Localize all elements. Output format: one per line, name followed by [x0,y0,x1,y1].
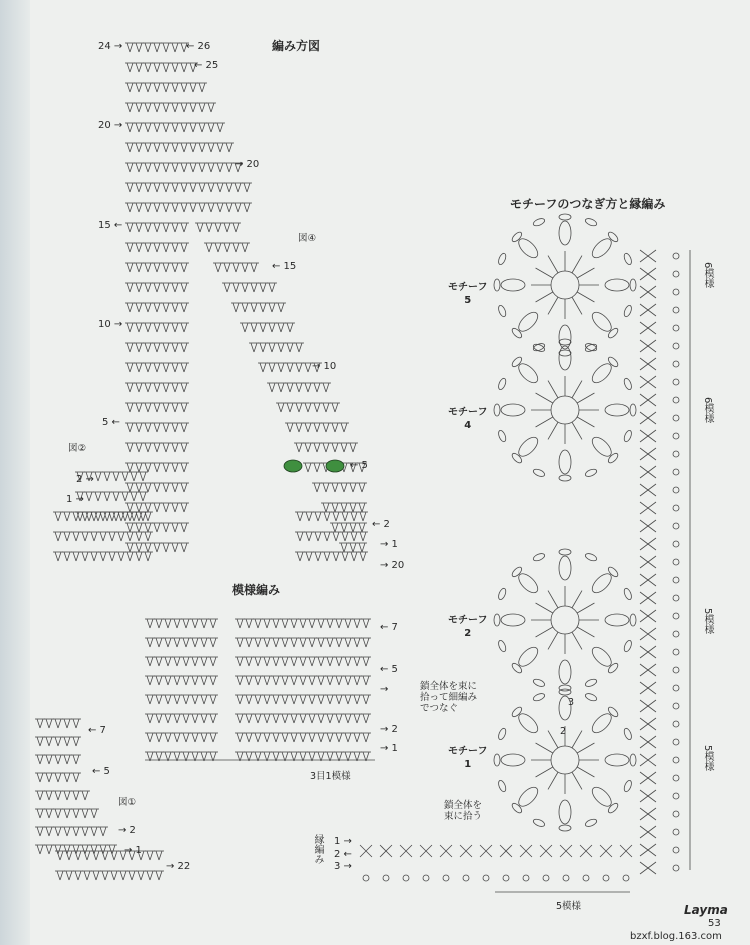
marker-icon [284,460,344,472]
side-repeat-label: 5模様 [702,745,713,772]
row-label: → 20 [380,560,405,571]
joint-number: 3 [568,697,575,708]
row-label: ← 5 [350,460,368,471]
page-number: 53 [708,918,721,929]
joint-number: 2 [560,726,567,737]
fig1-stitch-block [35,719,164,880]
row-label: ← 2 [372,519,390,530]
row-label: 24 → [98,41,123,52]
row-label: ← 5 [380,664,398,675]
fig4-label: 図④ [298,233,317,244]
motif-number: 1 [464,759,472,770]
motif-number: 5 [464,295,472,306]
pattern-stitch-block [145,619,375,761]
row-label: 15 ← [98,220,123,231]
watermark: bzxf.blog.163.com [630,931,722,942]
fig2-label: 図② [68,443,87,454]
fig1-label: 図① [118,797,137,808]
side-repeat-label: 5模様 [702,608,713,635]
side-repeat-label: 6模様 [702,262,713,289]
row-label: → [380,684,389,695]
row-label: ← 25 [194,60,219,71]
join-note [420,681,477,714]
row-label: 10 → [98,319,123,330]
row-label: 5 ← [102,417,120,428]
motif-name: モチーフ [448,615,488,626]
edge-row-label: 1 → [334,836,352,847]
row-label: ← 26 [186,41,211,52]
row-label: ← 15 [272,261,297,272]
motif-name: モチーフ [448,282,488,293]
motif-number: 4 [464,420,472,431]
motif-name: モチーフ [448,746,488,757]
row-label: → 1 [380,743,398,754]
motif-name: モチーフ [448,407,488,418]
edge-row-label: 2 ← [334,849,352,860]
motif-label-4 [448,406,488,432]
side-repeat-label: 6模様 [702,397,713,424]
row-label: → 20 [235,159,260,170]
bottom-repeat-label: 5模様 [556,901,582,912]
note-line: でつなぐ [420,703,459,714]
edge-border [360,250,690,892]
edge-label: 縁編み [312,834,323,864]
row-label: → 22 [166,861,191,872]
note-line: 拾って細編み [420,692,478,703]
row-label: ← 5 [92,766,110,777]
diagram-title: 編み方図 [272,39,321,53]
row-label: 2 → [76,474,94,485]
row-label: 20 → [98,120,123,131]
row-label: → 10 [312,361,337,372]
row-label: → 1 [380,539,398,550]
pattern-repeat-label: 3目1模様 [310,771,351,782]
row-label: ← 7 [380,622,398,633]
row-label: 1 → [66,494,84,505]
row-label: → 2 [118,825,136,836]
pattern-title: 模様編み [232,583,281,597]
motif-label-5 [448,281,488,307]
row-label: → 1 [124,845,142,856]
motif-grid [494,214,636,831]
row-label: ← 7 [88,725,106,736]
joining-title: モチーフのつなぎ方と縁編み [510,197,666,211]
motif-label-1 [448,745,488,771]
motif-number: 2 [464,628,472,639]
pick-note [444,800,482,822]
motif-label-2 [448,614,488,640]
edge-row-label: 3 → [334,861,352,872]
note-line: 鎖全体を [444,800,483,811]
note-line: 束に拾う [444,811,483,822]
row-label: → 2 [380,724,398,735]
note-line: 鎖全体を束に [420,681,478,692]
brand-logo: Layma [684,903,728,917]
